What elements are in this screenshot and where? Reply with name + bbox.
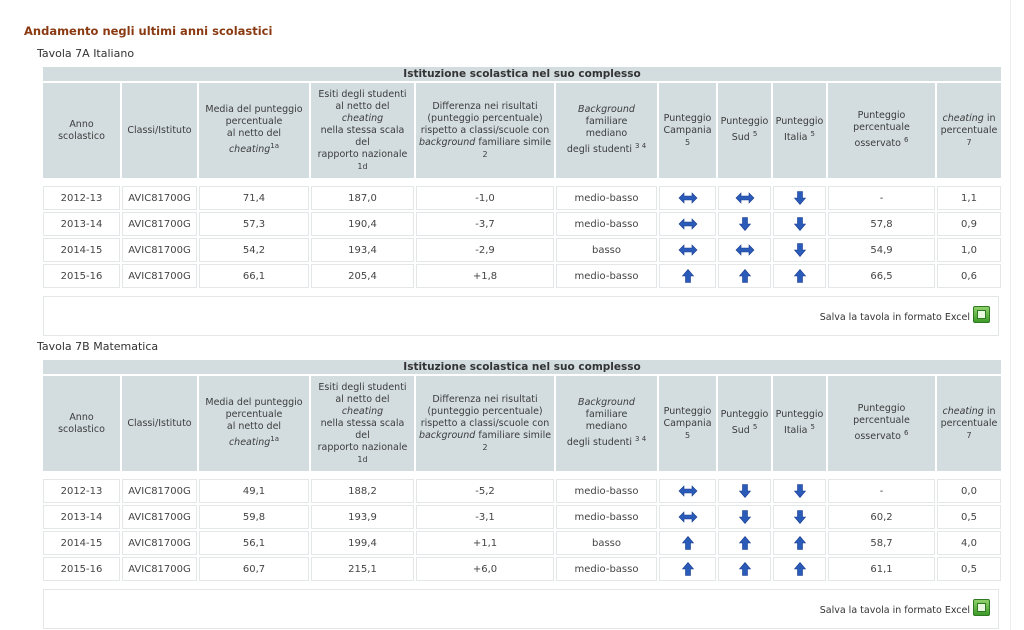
table-row xyxy=(43,531,1001,555)
cell-background: basso xyxy=(556,531,657,555)
cell-osservato: 58,7 xyxy=(828,531,935,555)
cell-italia xyxy=(773,238,826,262)
save-excel-link[interactable]: Salva la tavola in formato Excel xyxy=(819,605,970,616)
arrow-down-icon xyxy=(790,217,810,231)
cell-italia xyxy=(773,212,826,236)
double-arrow-icon xyxy=(735,243,755,257)
table-row xyxy=(43,505,1001,529)
arrow-down-icon xyxy=(790,243,810,257)
cell-campania xyxy=(659,186,716,210)
double-arrow-icon xyxy=(678,243,698,257)
col-header-background: Background familiare mediano degli studenti $^{3 4}$ xyxy=(556,376,657,471)
double-arrow-icon xyxy=(678,484,698,498)
cell-anno: 2013-14 xyxy=(43,505,120,529)
col-header-italia: Punteggio Italia $^5$ xyxy=(773,83,826,178)
table-group-header: Istituzione scolastica nel suo complesso xyxy=(43,360,1001,374)
cell-osservato: 61,1 xyxy=(828,557,935,581)
col-header-sud: Punteggio Sud $^5$ xyxy=(718,83,771,178)
cell-osservato: - xyxy=(828,479,935,503)
cell-anno: 2014-15 xyxy=(43,238,120,262)
section-title: Andamento negli ultimi anni scolastici xyxy=(24,24,273,38)
cell-classe: AVIC81700G xyxy=(122,531,197,555)
cell-cheating: 0,9 xyxy=(937,212,1001,236)
cell-background: medio-basso xyxy=(556,479,657,503)
cell-media: 49,1 xyxy=(199,479,309,503)
cell-classe: AVIC81700G xyxy=(122,238,197,262)
cell-media: 71,4 xyxy=(199,186,309,210)
arrow-up-icon xyxy=(735,269,755,283)
cell-differenza: +6,0 xyxy=(416,557,554,581)
cell-cheating: 4,0 xyxy=(937,531,1001,555)
col-header-media: Media del punteggio percentuale al netto del cheating$^{1a}$ xyxy=(199,83,309,178)
cell-anno: 2012-13 xyxy=(43,186,120,210)
cell-esiti: 215,1 xyxy=(311,557,414,581)
table-title: Tavola 7B Matematica xyxy=(37,340,159,353)
cell-sud xyxy=(718,505,771,529)
double-arrow-icon xyxy=(678,510,698,524)
cell-media: 57,3 xyxy=(199,212,309,236)
col-header-differenza: Differenza nei risultati (punteggio percentuale) rispetto a classi/scuole con background familiare simile 2 xyxy=(416,376,554,471)
excel-icon[interactable] xyxy=(973,599,990,616)
col-header-osservato: Punteggio percentuale osservato $^6$ xyxy=(828,376,935,471)
arrow-up-icon xyxy=(678,269,698,283)
cell-differenza: -5,2 xyxy=(416,479,554,503)
cell-italia xyxy=(773,531,826,555)
double-arrow-icon xyxy=(678,217,698,231)
cell-osservato: 57,8 xyxy=(828,212,935,236)
arrow-up-icon xyxy=(735,562,755,576)
results-table-section xyxy=(37,47,1001,336)
table-footer xyxy=(43,296,999,336)
col-header-cheating: cheating in percentuale 7 xyxy=(937,376,1001,471)
page-divider xyxy=(1010,0,1011,630)
arrow-up-icon xyxy=(790,536,810,550)
col-header-anno: Anno scolastico xyxy=(43,83,120,178)
cell-sud xyxy=(718,186,771,210)
arrow-up-icon xyxy=(678,536,698,550)
cell-classe: AVIC81700G xyxy=(122,479,197,503)
cell-italia xyxy=(773,557,826,581)
cell-esiti: 199,4 xyxy=(311,531,414,555)
cell-esiti: 190,4 xyxy=(311,212,414,236)
arrow-down-icon xyxy=(735,510,755,524)
cell-sud xyxy=(718,212,771,236)
cell-classe: AVIC81700G xyxy=(122,212,197,236)
table-footer xyxy=(43,589,999,629)
table-group-header: Istituzione scolastica nel suo complesso xyxy=(43,67,1001,81)
cell-media: 59,8 xyxy=(199,505,309,529)
arrow-down-icon xyxy=(735,484,755,498)
cell-italia xyxy=(773,505,826,529)
cell-osservato: 60,2 xyxy=(828,505,935,529)
cell-sud xyxy=(718,531,771,555)
cell-osservato: 66,5 xyxy=(828,264,935,288)
col-header-media: Media del punteggio percentuale al netto del cheating$^{1a}$ xyxy=(199,376,309,471)
col-header-anno: Anno scolastico xyxy=(43,376,120,471)
col-header-background: Background familiare mediano degli studenti $^{3 4}$ xyxy=(556,83,657,178)
cell-sud xyxy=(718,238,771,262)
results-table-section xyxy=(37,340,1001,629)
cell-italia xyxy=(773,186,826,210)
cell-media: 60,7 xyxy=(199,557,309,581)
table-row xyxy=(43,479,1001,503)
cell-cheating: 1,1 xyxy=(937,186,1001,210)
cell-anno: 2015-16 xyxy=(43,557,120,581)
cell-campania xyxy=(659,479,716,503)
cell-sud xyxy=(718,479,771,503)
col-header-cheating: cheating in percentuale 7 xyxy=(937,83,1001,178)
cell-anno: 2013-14 xyxy=(43,212,120,236)
column-headers xyxy=(43,376,1001,471)
cell-cheating: 0,6 xyxy=(937,264,1001,288)
header-spacer xyxy=(43,473,1001,477)
arrow-down-icon xyxy=(735,217,755,231)
cell-differenza: +1,8 xyxy=(416,264,554,288)
col-header-esiti: Esiti degli studenti al netto del cheating nella stessa scala del rapporto nazionale 1d xyxy=(311,83,414,178)
table-title: Tavola 7A Italiano xyxy=(37,47,135,60)
cell-esiti: 187,0 xyxy=(311,186,414,210)
col-header-osservato: Punteggio percentuale osservato $^6$ xyxy=(828,83,935,178)
save-excel-link[interactable]: Salva la tavola in formato Excel xyxy=(819,312,970,323)
cell-background: medio-basso xyxy=(556,186,657,210)
excel-icon[interactable] xyxy=(973,306,990,323)
arrow-down-icon xyxy=(790,510,810,524)
cell-italia xyxy=(773,479,826,503)
cell-campania xyxy=(659,557,716,581)
cell-anno: 2012-13 xyxy=(43,479,120,503)
cell-cheating: 0,0 xyxy=(937,479,1001,503)
results-table xyxy=(41,65,1003,296)
col-header-classi: Classi/Istituto xyxy=(122,83,197,178)
col-header-differenza: Differenza nei risultati (punteggio percentuale) rispetto a classi/scuole con background familiare simile 2 xyxy=(416,83,554,178)
cell-campania xyxy=(659,531,716,555)
table-row xyxy=(43,264,1001,288)
arrow-up-icon xyxy=(790,562,810,576)
cell-sud xyxy=(718,264,771,288)
col-header-classi: Classi/Istituto xyxy=(122,376,197,471)
row-spacer xyxy=(43,583,1001,587)
row-spacer xyxy=(43,290,1001,294)
cell-background: medio-basso xyxy=(556,212,657,236)
table-row xyxy=(43,557,1001,581)
cell-differenza: -3,7 xyxy=(416,212,554,236)
cell-campania xyxy=(659,264,716,288)
cell-cheating: 0,5 xyxy=(937,505,1001,529)
arrow-down-icon xyxy=(790,484,810,498)
header-spacer xyxy=(43,180,1001,184)
col-header-esiti: Esiti degli studenti al netto del cheating nella stessa scala del rapporto nazionale 1d xyxy=(311,376,414,471)
table-row xyxy=(43,238,1001,262)
col-header-sud: Punteggio Sud $^5$ xyxy=(718,376,771,471)
double-arrow-icon xyxy=(678,191,698,205)
cell-background: basso xyxy=(556,238,657,262)
cell-media: 66,1 xyxy=(199,264,309,288)
cell-background: medio-basso xyxy=(556,557,657,581)
cell-differenza: -2,9 xyxy=(416,238,554,262)
cell-osservato: 54,9 xyxy=(828,238,935,262)
cell-classe: AVIC81700G xyxy=(122,557,197,581)
table-row xyxy=(43,186,1001,210)
cell-esiti: 193,4 xyxy=(311,238,414,262)
cell-osservato: - xyxy=(828,186,935,210)
cell-classe: AVIC81700G xyxy=(122,264,197,288)
cell-campania xyxy=(659,212,716,236)
arrow-down-icon xyxy=(790,191,810,205)
arrow-up-icon xyxy=(790,269,810,283)
cell-anno: 2015-16 xyxy=(43,264,120,288)
column-headers xyxy=(43,83,1001,178)
cell-cheating: 0,5 xyxy=(937,557,1001,581)
cell-cheating: 1,0 xyxy=(937,238,1001,262)
results-table xyxy=(41,358,1003,589)
cell-campania xyxy=(659,238,716,262)
cell-classe: AVIC81700G xyxy=(122,186,197,210)
cell-media: 56,1 xyxy=(199,531,309,555)
col-header-campania: Punteggio Campania 5 xyxy=(659,83,716,178)
cell-sud xyxy=(718,557,771,581)
cell-differenza: -1,0 xyxy=(416,186,554,210)
double-arrow-icon xyxy=(735,191,755,205)
cell-differenza: +1,1 xyxy=(416,531,554,555)
cell-campania xyxy=(659,505,716,529)
cell-anno: 2014-15 xyxy=(43,531,120,555)
cell-classe: AVIC81700G xyxy=(122,505,197,529)
col-header-italia: Punteggio Italia $^5$ xyxy=(773,376,826,471)
cell-esiti: 193,9 xyxy=(311,505,414,529)
cell-esiti: 188,2 xyxy=(311,479,414,503)
col-header-campania: Punteggio Campania 5 xyxy=(659,376,716,471)
arrow-up-icon xyxy=(735,536,755,550)
cell-italia xyxy=(773,264,826,288)
cell-background: medio-basso xyxy=(556,264,657,288)
cell-differenza: -3,1 xyxy=(416,505,554,529)
cell-background: medio-basso xyxy=(556,505,657,529)
table-row xyxy=(43,212,1001,236)
cell-esiti: 205,4 xyxy=(311,264,414,288)
arrow-up-icon xyxy=(678,562,698,576)
cell-media: 54,2 xyxy=(199,238,309,262)
